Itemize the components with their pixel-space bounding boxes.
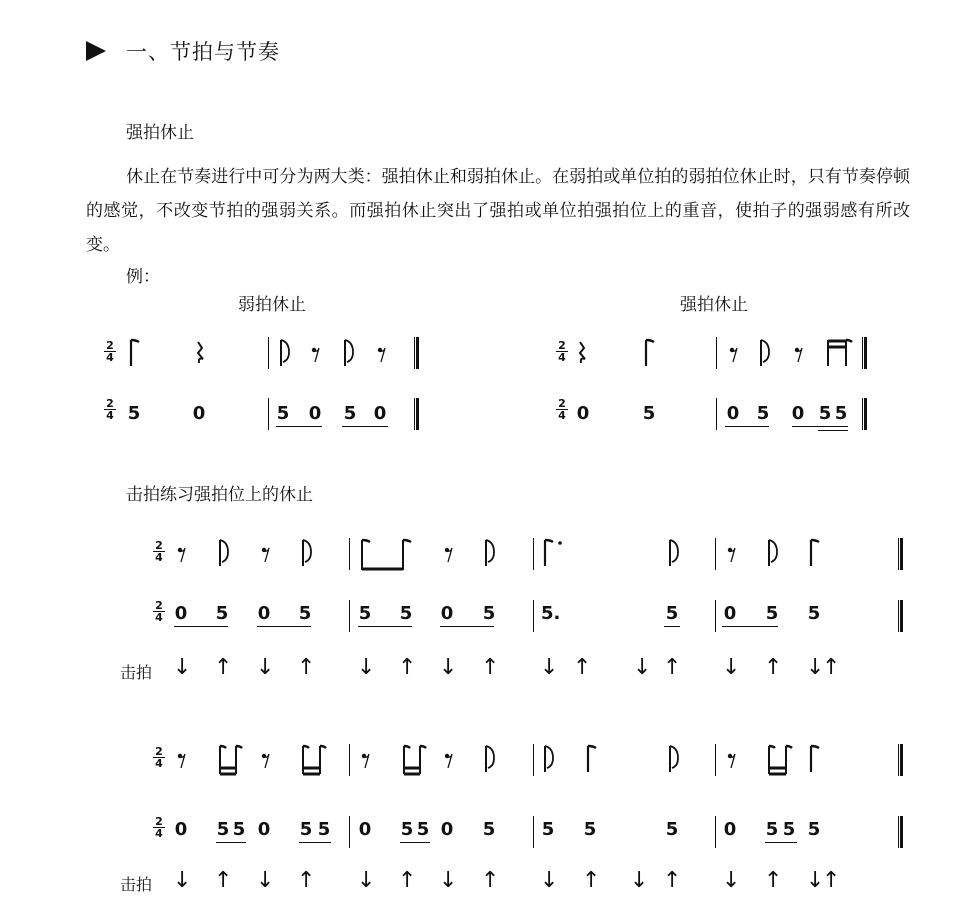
down-arrow-icon: ↓ (439, 655, 458, 680)
jianpu-note: 0 (791, 403, 805, 424)
jianpu-note: 5 (807, 819, 821, 840)
time-signature: 2 4 (153, 600, 165, 623)
jianpu-note: 0 (257, 603, 271, 624)
up-arrow-icon: ↑ (663, 655, 682, 680)
time-signature: 2 4 (556, 340, 568, 363)
up-arrow-icon: ↑ (481, 868, 500, 893)
eighth-rest (730, 348, 737, 362)
down-arrow-icon: ↓ (633, 655, 652, 680)
jianpu-note: 5 (216, 819, 230, 840)
jianpu-note: 5 (482, 819, 496, 840)
eighth-rest (445, 548, 452, 562)
up-arrow-icon: ↑ (398, 655, 417, 680)
sixteenth-pair (220, 746, 242, 774)
jianpu-note: 0 (576, 403, 590, 424)
up-arrow-icon: ↑ (582, 868, 601, 893)
eighth-note (303, 540, 311, 566)
jianpu-note: 0 (723, 603, 737, 624)
jianpu-note: 5 (782, 819, 796, 840)
jianpu-note: 0 (192, 403, 206, 424)
down-arrow-icon: ↓ (722, 868, 741, 893)
down-arrow-icon: ↓ (173, 868, 192, 893)
up-arrow-icon: ↑ (573, 655, 592, 680)
down-arrow-icon: ↓ (540, 868, 559, 893)
jianpu-note: 5 (276, 403, 290, 424)
section-title: 一、节拍与节奏 (126, 40, 280, 64)
eighth-note (345, 340, 353, 366)
down-arrow-icon: ↓ (806, 868, 825, 893)
jianpu-note: 5 (317, 819, 331, 840)
down-arrow-icon: ↓ (722, 655, 741, 680)
up-arrow-icon: ↑ (822, 868, 841, 893)
sixteenth-pair (828, 340, 852, 366)
down-arrow-icon: ↓ (630, 868, 649, 893)
down-arrow-icon: ↓ (256, 868, 275, 893)
jianpu-note: 5 (765, 603, 779, 624)
quarter-rest (198, 342, 203, 363)
jianpu-note: 0 (308, 403, 322, 424)
jianpu-note: 0 (726, 403, 740, 424)
jianpu-note: 5 (127, 403, 141, 424)
jianpu-note: 0 (358, 819, 372, 840)
jianpu-note: 5 (400, 819, 414, 840)
jianpu-note: 5 (541, 819, 555, 840)
sixteenth-pair (303, 746, 326, 774)
beamed-eighths (362, 540, 411, 570)
beat-label: 击拍 (120, 663, 153, 682)
jianpu-note: 5 (299, 819, 313, 840)
down-arrow-icon: ↓ (256, 655, 275, 680)
sixteenth-pair (769, 746, 792, 774)
eighth-note (486, 746, 494, 772)
jianpu-note: 5 (583, 819, 597, 840)
up-arrow-icon: ↑ (764, 655, 783, 680)
eighth-rest (795, 348, 802, 362)
eighth-rest (378, 348, 385, 362)
up-arrow-icon: ↑ (297, 655, 316, 680)
down-arrow-icon: ↓ (540, 655, 559, 680)
jianpu-note: 5 (818, 403, 832, 424)
time-signature: 2 4 (104, 398, 116, 421)
jianpu-note: 0 (174, 603, 188, 624)
eighth-note (486, 540, 494, 566)
jianpu-note: 0 (440, 819, 454, 840)
quarter-note (811, 540, 819, 566)
jianpu-note: 5 (807, 603, 821, 624)
jianpu-note: 5 (665, 819, 679, 840)
sixteenth-pair (404, 746, 426, 774)
jianpu-note: 5 (232, 819, 246, 840)
up-arrow-icon: ↑ (297, 868, 316, 893)
jianpu-note: 0 (257, 819, 271, 840)
subtitle: 强拍休止 (126, 123, 194, 143)
weak-rest-title: 弱拍休止 (238, 295, 306, 315)
eighth-rest (362, 754, 369, 768)
time-signature: 2 4 (104, 340, 116, 363)
up-arrow-icon: ↑ (398, 868, 417, 893)
jianpu-note: 5 (765, 819, 779, 840)
jianpu-note: 5 (834, 403, 848, 424)
jianpu-note: 5 (399, 603, 413, 624)
eighth-rest (178, 548, 185, 562)
eighth-rest (262, 754, 269, 768)
down-arrow-icon: ↓ (173, 655, 192, 680)
jianpu-note: 5 (343, 403, 357, 424)
time-signature: 2 4 (153, 540, 165, 563)
strong-rest-title: 强拍休止 (680, 295, 748, 315)
jianpu-note: 5 (416, 819, 430, 840)
jianpu-note: 5 (482, 603, 496, 624)
exercise-title: 击拍练习强拍位上的休止 (126, 485, 313, 505)
time-signature: 2 4 (153, 746, 165, 769)
up-arrow-icon: ↑ (214, 868, 233, 893)
down-arrow-icon: ↓ (357, 655, 376, 680)
up-arrow-icon: ↑ (663, 868, 682, 893)
quarter-note (588, 746, 596, 772)
up-arrow-icon: ↑ (481, 655, 500, 680)
jianpu-note: 5 (358, 603, 372, 624)
jianpu-note: 5 (215, 603, 229, 624)
eighth-note (220, 540, 228, 566)
jianpu-note: 0 (174, 819, 188, 840)
up-arrow-icon: ↑ (214, 655, 233, 680)
eighth-note (670, 746, 678, 772)
jianpu-note: 5 (756, 403, 770, 424)
jianpu-note: 0 (373, 403, 387, 424)
eighth-rest (262, 548, 269, 562)
quarter-note (811, 746, 819, 772)
down-arrow-icon: ↓ (439, 868, 458, 893)
jianpu-note: 5 (642, 403, 656, 424)
quarter-note (131, 340, 139, 366)
eighth-note (545, 746, 553, 772)
jianpu-note: 0 (723, 819, 737, 840)
down-arrow-icon: ↓ (357, 868, 376, 893)
eighth-rest (312, 348, 319, 362)
down-arrow-icon: ↓ (806, 655, 825, 680)
eighth-note (761, 340, 769, 366)
body-paragraph: 休止在节奏进行中可分为两大类：强拍休止和弱拍休止。在弱拍或单位拍的弱拍位休止时，只有节奏停顿的感觉，不改变节拍的强弱关系。而强拍休止突出了强拍或单位拍强拍位上的重音，使拍子的强弱感有所改变。 (86, 167, 910, 255)
eighth-rest (728, 754, 735, 768)
up-arrow-icon: ↑ (764, 868, 783, 893)
eighth-rest (178, 754, 185, 768)
time-signature: 2 4 (556, 398, 568, 421)
quarter-note (646, 340, 654, 366)
eighth-note (281, 340, 289, 366)
jianpu-note: 0 (440, 603, 454, 624)
beat-label: 击拍 (120, 875, 153, 894)
eighth-rest (728, 548, 735, 562)
eighth-rest (445, 754, 452, 768)
dotted-quarter-note (545, 540, 562, 566)
eighth-note (769, 540, 777, 566)
eighth-note (670, 540, 678, 566)
up-arrow-icon: ↑ (822, 655, 841, 680)
quarter-rest (580, 342, 585, 363)
jianpu-note: 5 (298, 603, 312, 624)
time-signature: 2 4 (153, 816, 165, 839)
jianpu-note: 5 (665, 603, 679, 624)
example-label: 例： (126, 267, 160, 287)
jianpu-note: 5. (541, 603, 561, 624)
